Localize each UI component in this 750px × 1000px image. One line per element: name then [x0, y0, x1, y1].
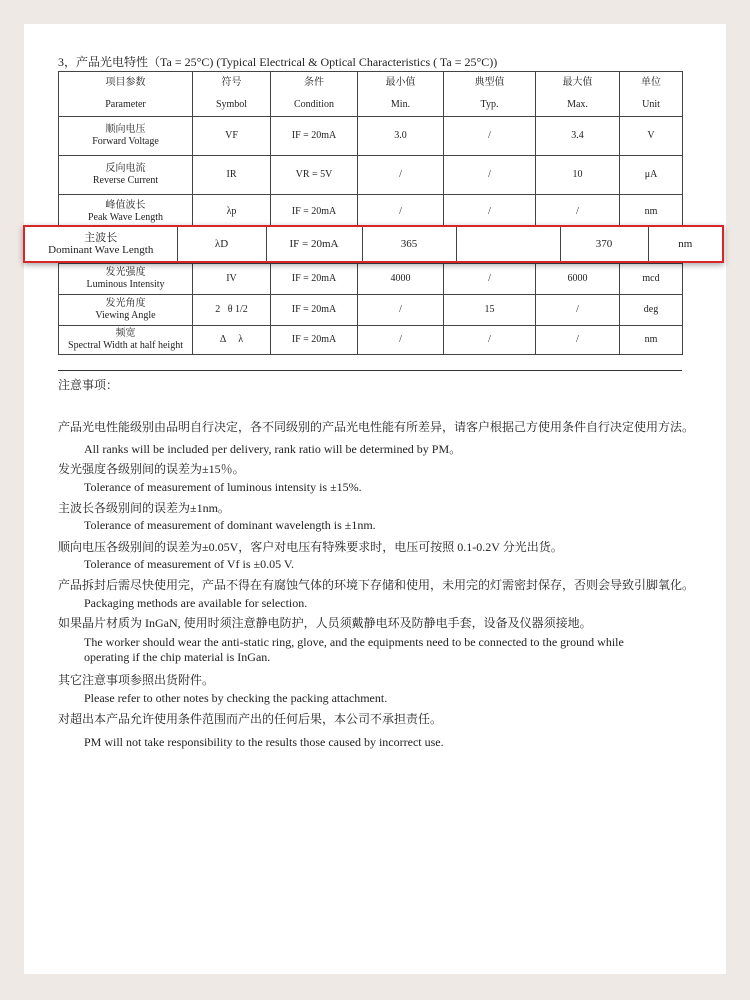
unit-cell: nm [620, 195, 683, 229]
symbol-cell: λD [177, 227, 266, 261]
note-en: Packaging methods are available for selection. [84, 596, 308, 610]
header-cell: 条件 Condition [271, 72, 358, 117]
table-row [59, 117, 683, 156]
table-row [59, 156, 683, 195]
note-zh: 顺向电压各级别间的误差为±0.05V，客户对电压有特殊要求时，电压可按照 0.1-0.2V 分光出货。 [58, 540, 563, 554]
note-en: Tolerance of measurement of dominant wavelength is ±1nm. [84, 518, 376, 532]
typ-cell: / [444, 326, 536, 355]
unit-cell: mcd [620, 264, 683, 295]
max-cell: / [536, 195, 620, 229]
note-en: All ranks will be included per delivery, rank ratio will be determined by PM。 [84, 442, 462, 456]
section-title: 3，产品光电特性（Ta = 25°C) (Typical Electrical & Optical Characteristics ( Ta = 25°C)) [58, 55, 498, 69]
max-cell: 6000 [536, 264, 620, 295]
min-cell: / [358, 326, 444, 355]
symbol-cell: 2 θ 1/2 [193, 295, 271, 326]
header-cell: 最大值 Max. [536, 72, 620, 117]
note-zh: 主波长各级别间的误差为±1nm。 [58, 501, 230, 515]
note-zh: 对超出本产品允许使用条件范围而产出的任何后果，本公司不承担责任。 [58, 712, 443, 726]
condition-cell: IF = 20mA [266, 227, 362, 261]
symbol-cell: IV [193, 264, 271, 295]
param-cell: 频宽 Spectral Width at half height [59, 326, 193, 355]
symbol-cell: VF [193, 117, 271, 156]
note-zh: 如果晶片材质为 InGaN, 使用时须注意静电防护，人员须戴静电环及防静电手套，设备及仪器须接地。 [58, 616, 592, 630]
min-cell: 4000 [358, 264, 444, 295]
unit-cell: V [620, 117, 683, 156]
condition-cell: IF = 20mA [271, 264, 358, 295]
table-header-row [59, 72, 683, 117]
typ-cell: / [444, 195, 536, 229]
unit-cell: μA [620, 156, 683, 195]
min-cell: / [358, 156, 444, 195]
max-cell: 10 [536, 156, 620, 195]
divider-line [58, 370, 682, 371]
unit-cell: nm [620, 326, 683, 355]
param-cell: 峰值波长 Peak Wave Length [59, 195, 193, 229]
note-en: Tolerance of measurement of luminous intensity is ±15%. [84, 480, 362, 494]
max-cell: / [536, 326, 620, 355]
table-row [59, 295, 683, 326]
typ-cell: 15 [444, 295, 536, 326]
symbol-cell: IR [193, 156, 271, 195]
min-cell: / [358, 195, 444, 229]
min-cell: 365 [362, 227, 456, 261]
symbol-cell: λp [193, 195, 271, 229]
note-en: PM will not take responsibility to the results those caused by incorrect use. [84, 735, 444, 749]
unit-cell: nm [648, 227, 722, 261]
condition-cell: IF = 20mA [271, 326, 358, 355]
characteristics-table [58, 71, 683, 355]
min-cell: 3.0 [358, 117, 444, 156]
max-cell: 370 [560, 227, 648, 261]
param-cell: 发光强度 Luminous Intensity [59, 264, 193, 295]
condition-cell: IF = 20mA [271, 295, 358, 326]
table-row [59, 195, 683, 229]
param-cell: 主波长 Dominant Wave Length [48, 232, 154, 256]
note-zh: 产品拆封后需尽快使用完，产品不得在有腐蚀气体的环境下存储和使用，未用完的灯需密封保存，否则会导致引脚氧化。 [58, 578, 695, 592]
note-zh: 发光强度各级别间的误差为±15％。 [58, 462, 245, 476]
header-cell: 单位 Unit [620, 72, 683, 117]
symbol-cell: Δ λ [193, 326, 271, 355]
note-en: The worker should wear the anti-static ring, glove, and the equipments need to be connected to the ground while [84, 635, 624, 649]
typ-cell: / [444, 117, 536, 156]
note-en: operating if the chip material is InGan. [84, 650, 271, 664]
param-cell: 反向电流 Reverse Current [59, 156, 193, 195]
typ-cell: / [444, 156, 536, 195]
table-row [59, 326, 683, 355]
header-cell: 最小值 Min. [358, 72, 444, 117]
condition-cell: IF = 20mA [271, 195, 358, 229]
param-cell: 发光角度 Viewing Angle [59, 295, 193, 326]
header-cell: 项目参数 Parameter [59, 72, 193, 117]
note-en: Tolerance of measurement of Vf is ±0.05 V. [84, 557, 295, 571]
condition-cell: IF = 20mA [271, 117, 358, 156]
note-en: Please refer to other notes by checking the packing attachment. [84, 691, 388, 705]
condition-cell: VR = 5V [271, 156, 358, 195]
notes-title: 注意事项： [58, 378, 119, 392]
min-cell: / [358, 295, 444, 326]
header-cell: 典型值 Typ. [444, 72, 536, 117]
unit-cell: deg [620, 295, 683, 326]
max-cell: / [536, 295, 620, 326]
param-cell: 顺向电压 Forward Voltage [59, 117, 193, 156]
table-row [59, 264, 683, 295]
typ-cell [456, 227, 560, 261]
note-zh: 其它注意事项参照出货附件。 [58, 673, 215, 687]
typ-cell: / [444, 264, 536, 295]
note-zh: 产品光电性能级别由品明自行决定，各不同级别的产品光电性能有所差异，请客户根据己方使用条件自行决定使用方法。 [58, 420, 695, 434]
header-cell: 符号 Symbol [193, 72, 271, 117]
highlighted-row-dominant-wavelength [23, 225, 724, 263]
max-cell: 3.4 [536, 117, 620, 156]
